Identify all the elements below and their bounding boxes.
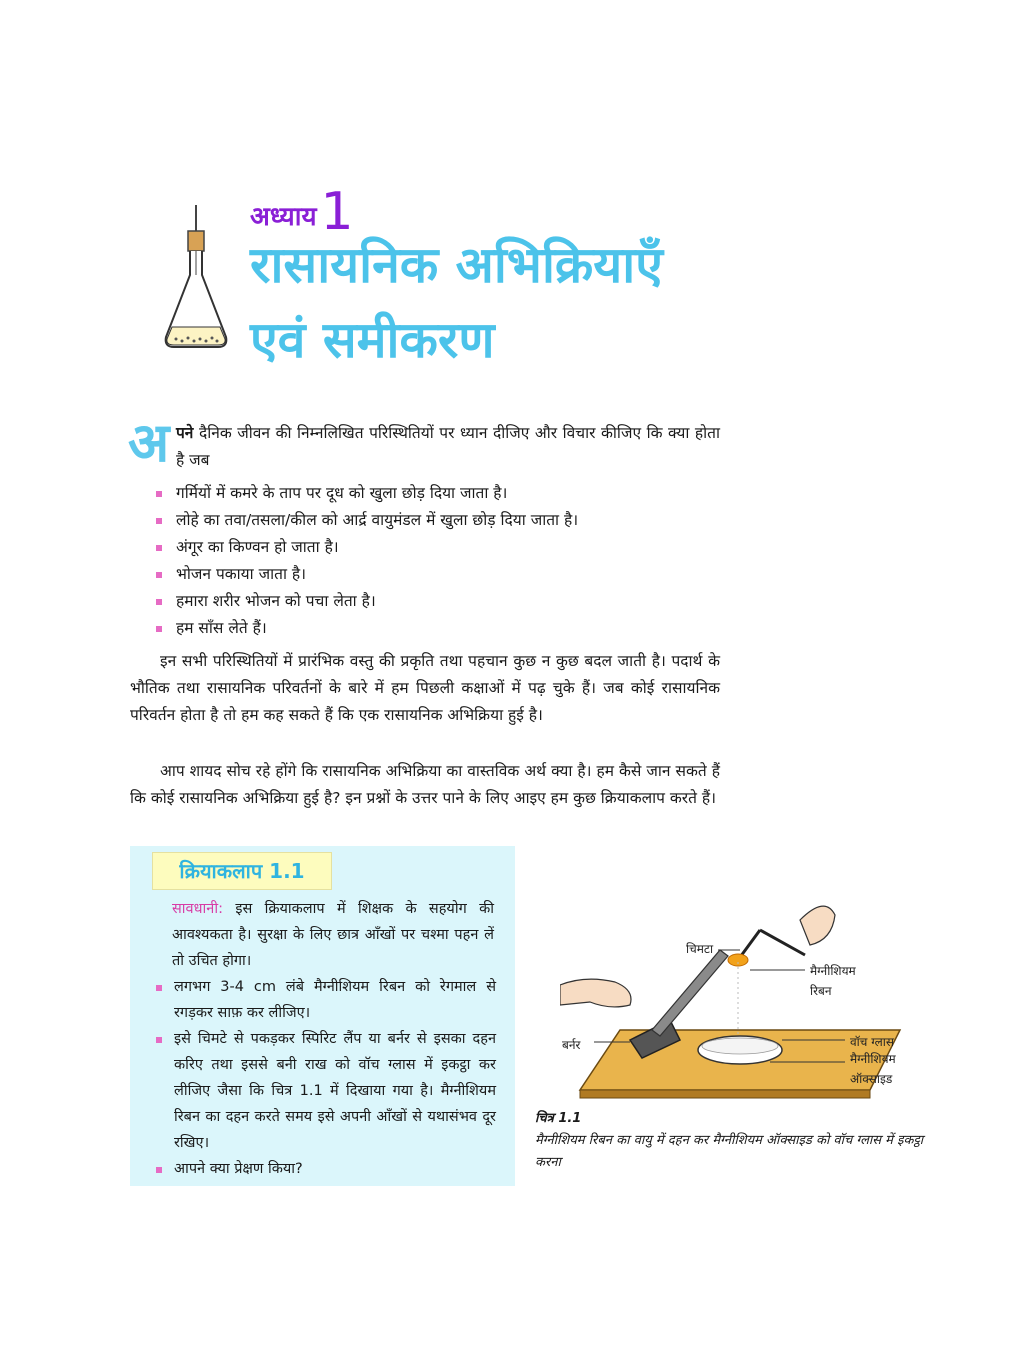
activity-step: आपने क्या प्रेक्षण किया?	[156, 1156, 496, 1182]
activity-box	[130, 846, 515, 1186]
list-item: भोजन पकाया जाता है।	[156, 561, 578, 588]
board-edge	[580, 1090, 870, 1098]
label-oxide-1: मैग्नीशियम	[850, 1052, 896, 1066]
situation-list	[156, 480, 578, 642]
label-watch-glass: वॉच ग्लास	[850, 1035, 894, 1049]
body-paragraph-2: आप शायद सोच रहे होंगे कि रासायनिक अभिक्रिया का वास्तविक अर्थ क्या है। हम कैसे जान सकते हैं कि कोई रासायनिक अभिक्रिया हुई है? इन प्रश्नों के उत्तर पाने के लिए आइए हम कुछ क्रियाकलाप करते हैं।	[130, 762, 720, 807]
chapter-label	[250, 178, 354, 242]
chapter-number: 1	[320, 182, 354, 242]
caution-label: सावधानी:	[172, 901, 223, 917]
list-item: गर्मियों में कमरे के ताप पर दूध को खुला छोड़ दिया जाता है।	[156, 480, 578, 507]
ribbon-flame	[728, 954, 748, 966]
burning-ribbon-figure	[560, 890, 920, 1100]
chapter-title-line2: एवं समीकरण	[250, 311, 495, 369]
chapter-word: अध्याय	[250, 202, 317, 232]
activity-step: लगभग 3-4 cm लंबे मैग्नीशियम रिबन को रेगमाल से रगड़कर साफ़ कर लीजिए।	[156, 974, 496, 1026]
flask-illustration	[160, 205, 232, 355]
activity-steps	[156, 974, 496, 1182]
label-ribbon-2: रिबन	[810, 984, 832, 998]
watch-glass-inner	[702, 1038, 778, 1054]
tongs-arm	[760, 930, 805, 955]
figure-caption-text: मैग्नीशियम रिबन का वायु में दहन कर मैग्नीशियम ऑक्साइड को वॉच ग्लास में इकट्ठा करना	[535, 1133, 924, 1170]
list-item: अंगूर का किण्वन हो जाता है।	[156, 534, 578, 561]
caution-text: इस क्रियाकलाप में शिक्षक के सहयोग की आवश्यकता है। सुरक्षा के लिए छात्र आँखों पर चश्मा पहन लें तो उचित होगा।	[172, 901, 494, 969]
chapter-title-line1: रासायनिक अभिक्रियाएँ	[250, 236, 663, 294]
label-oxide-2: ऑक्साइड	[850, 1072, 893, 1086]
drop-cap: अ	[128, 411, 170, 474]
activity-step: इसे चिमटे से पकड़कर स्पिरिट लैंप या बर्नर से इसका दहन करिए तथा इससे बनी राख को वॉच ग्लास में इकट्ठा कर लीजिए जैसा कि चित्र 1.1 में दिखाया गया है। मैग्नीशियम रिबन का दहन करते समय इसे अपनी आँखों से यथासंभव दूर रखिए।	[156, 1026, 496, 1156]
burner-tube	[652, 950, 728, 1036]
list-item: लोहे का तवा/तसला/कील को आर्द्र वायुमंडल में खुला छोड़ दिया जाता है।	[156, 507, 578, 534]
label-burner: बर्नर	[562, 1038, 581, 1052]
activity-title: क्रियाकलाप 1.1	[152, 852, 332, 890]
hand-left	[560, 979, 631, 1007]
hand-right	[800, 906, 835, 945]
intro-text: दैनिक जीवन की निम्नलिखित परिस्थितियों पर ध्यान दीजिए और विचार कीजिए कि क्या होता है जब	[176, 424, 720, 469]
list-item: हम साँस लेते हैं।	[156, 615, 578, 642]
label-ribbon-1: मैग्नीशियम	[810, 964, 856, 978]
caution-note	[172, 896, 494, 974]
figure-caption-number: चित्र 1.1	[535, 1111, 582, 1126]
body-paragraph-1: इन सभी परिस्थितियों में प्रारंभिक वस्तु की प्रकृति तथा पहचान कुछ न कुछ बदल जाती है। पदार्थ के भौतिक तथा रासायनिक परिवर्तनों के बारे में हम पिछली कक्षाओं में पढ़ चुके हैं। जब कोई रासायनिक परिवर्तन होता है तो हम कह सकते हैं कि एक रासायनिक अभिक्रिया हुई है।	[130, 652, 720, 724]
label-tongs: चिमटा	[686, 942, 714, 956]
intro-paragraph	[176, 420, 720, 474]
list-item: हमारा शरीर भोजन को पचा लेता है।	[156, 588, 578, 615]
intro-lead: पने	[176, 424, 194, 442]
